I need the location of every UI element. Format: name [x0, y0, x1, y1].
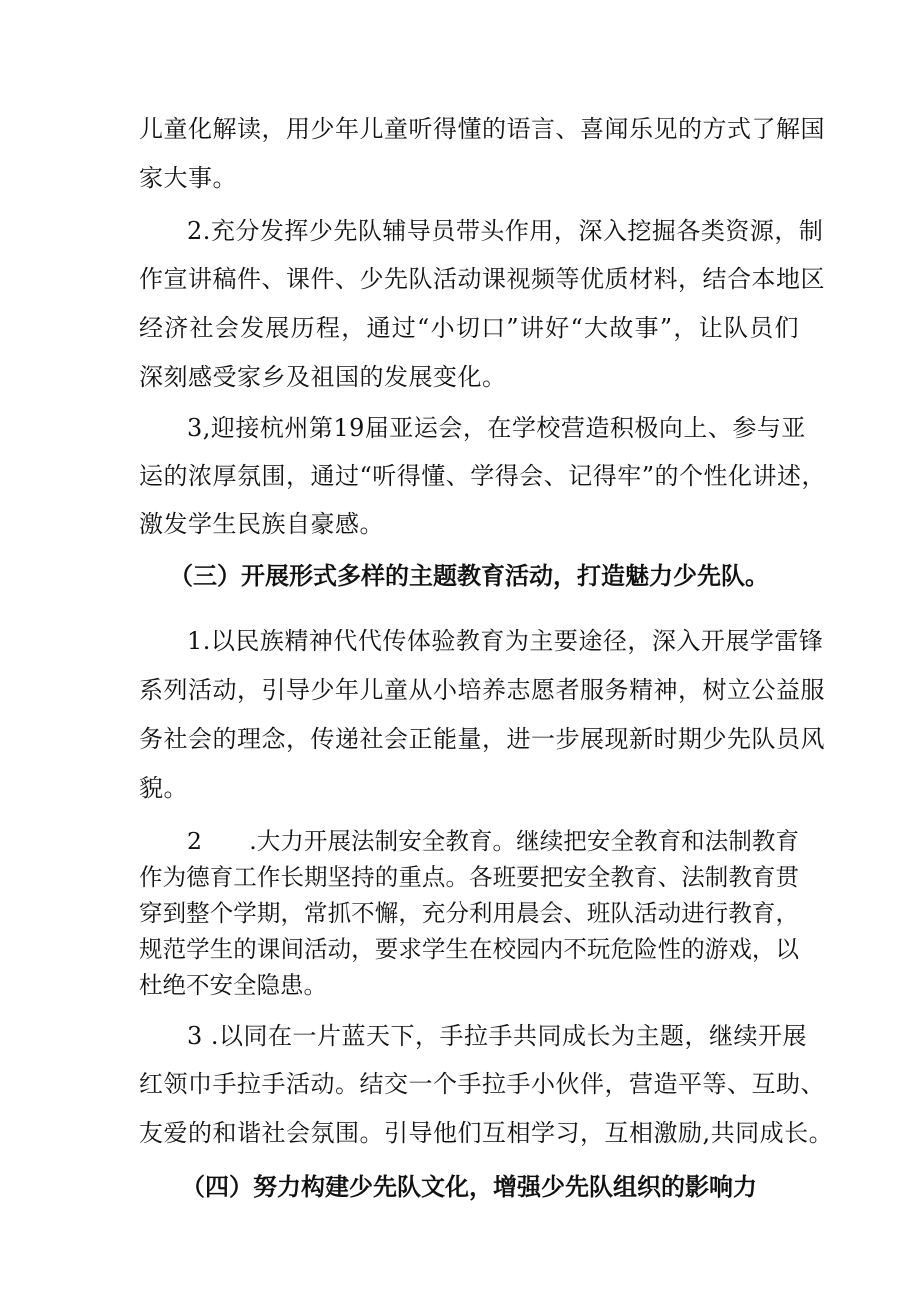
paragraph-line: 友爱的和谐社会氛围。引导他们互相学习，互相激励,共同成长。: [139, 1119, 834, 1147]
paragraph-line: 杜绝不安全隐患。: [139, 971, 327, 999]
paragraph-line: 规范学生的课间活动，要求学生在校园内不玩危险性的游戏，以: [139, 935, 799, 963]
paragraph-line: 3,迎接杭州第19届亚运会，在学校营造积极向上、参与亚: [187, 414, 806, 442]
paragraph-line: 1.以民族精神代代传体验教育为主要途径，深入开展学雷锋: [187, 627, 824, 655]
paragraph-line: 儿童化解读，用少年儿童听得懂的语言、喜闻乐见的方式了解国: [139, 115, 825, 143]
section-heading-3: （三）开展形式多样的主题教育活动，打造魅力少先队。: [169, 562, 769, 590]
paragraph-line: 作为德育工作长期坚持的重点。各班要把安全教育、法制教育贯: [139, 863, 799, 891]
paragraph-line: 务社会的理念，传递社会正能量，进一步展现新时期少先队员风: [139, 725, 825, 753]
paragraph-line: 貌。: [139, 774, 188, 802]
paragraph-line: 3 .以同在一片蓝天下，手拉手共同成长为主题，继续开展: [187, 1022, 808, 1050]
section-heading-4: （四）努力构建少先队文化，增强少先队组织的影响力: [181, 1173, 757, 1201]
paragraph-line: 作宣讲稿件、课件、少先队活动课视频等优质材料，结合本地区: [139, 265, 825, 293]
paragraph-line: 深刻感受家乡及祖国的发展变化。: [139, 363, 507, 391]
paragraph-line: 红领巾手拉手活动。结交一个手拉手小伙伴，营造平等、互助、: [139, 1070, 825, 1098]
paragraph-line: 2.充分发挥少先队辅导员带头作用，深入挖掘各类资源，制: [187, 217, 824, 245]
paragraph-line: 运的浓厚氛围，通过“听得懂、学得会、记得牢”的个性化讲述，: [139, 462, 827, 490]
paragraph-line: 经济社会发展历程，通过“小切口”讲好“大故事”，让队员们: [139, 314, 799, 342]
paragraph-line: 激发学生民族自豪感。: [139, 510, 384, 538]
paragraph-line: 系列活动，引导少年儿童从小培养志愿者服务精神，树立公益服: [139, 676, 825, 704]
paragraph-line: 家大事。: [139, 164, 237, 192]
paragraph-line: 穿到整个学期，常抓不懈，充分利用晨会、班队活动进行教育，: [139, 899, 799, 927]
paragraph-line: 2 .大力开展法制安全教育。继续把安全教育和法制教育: [187, 827, 799, 855]
